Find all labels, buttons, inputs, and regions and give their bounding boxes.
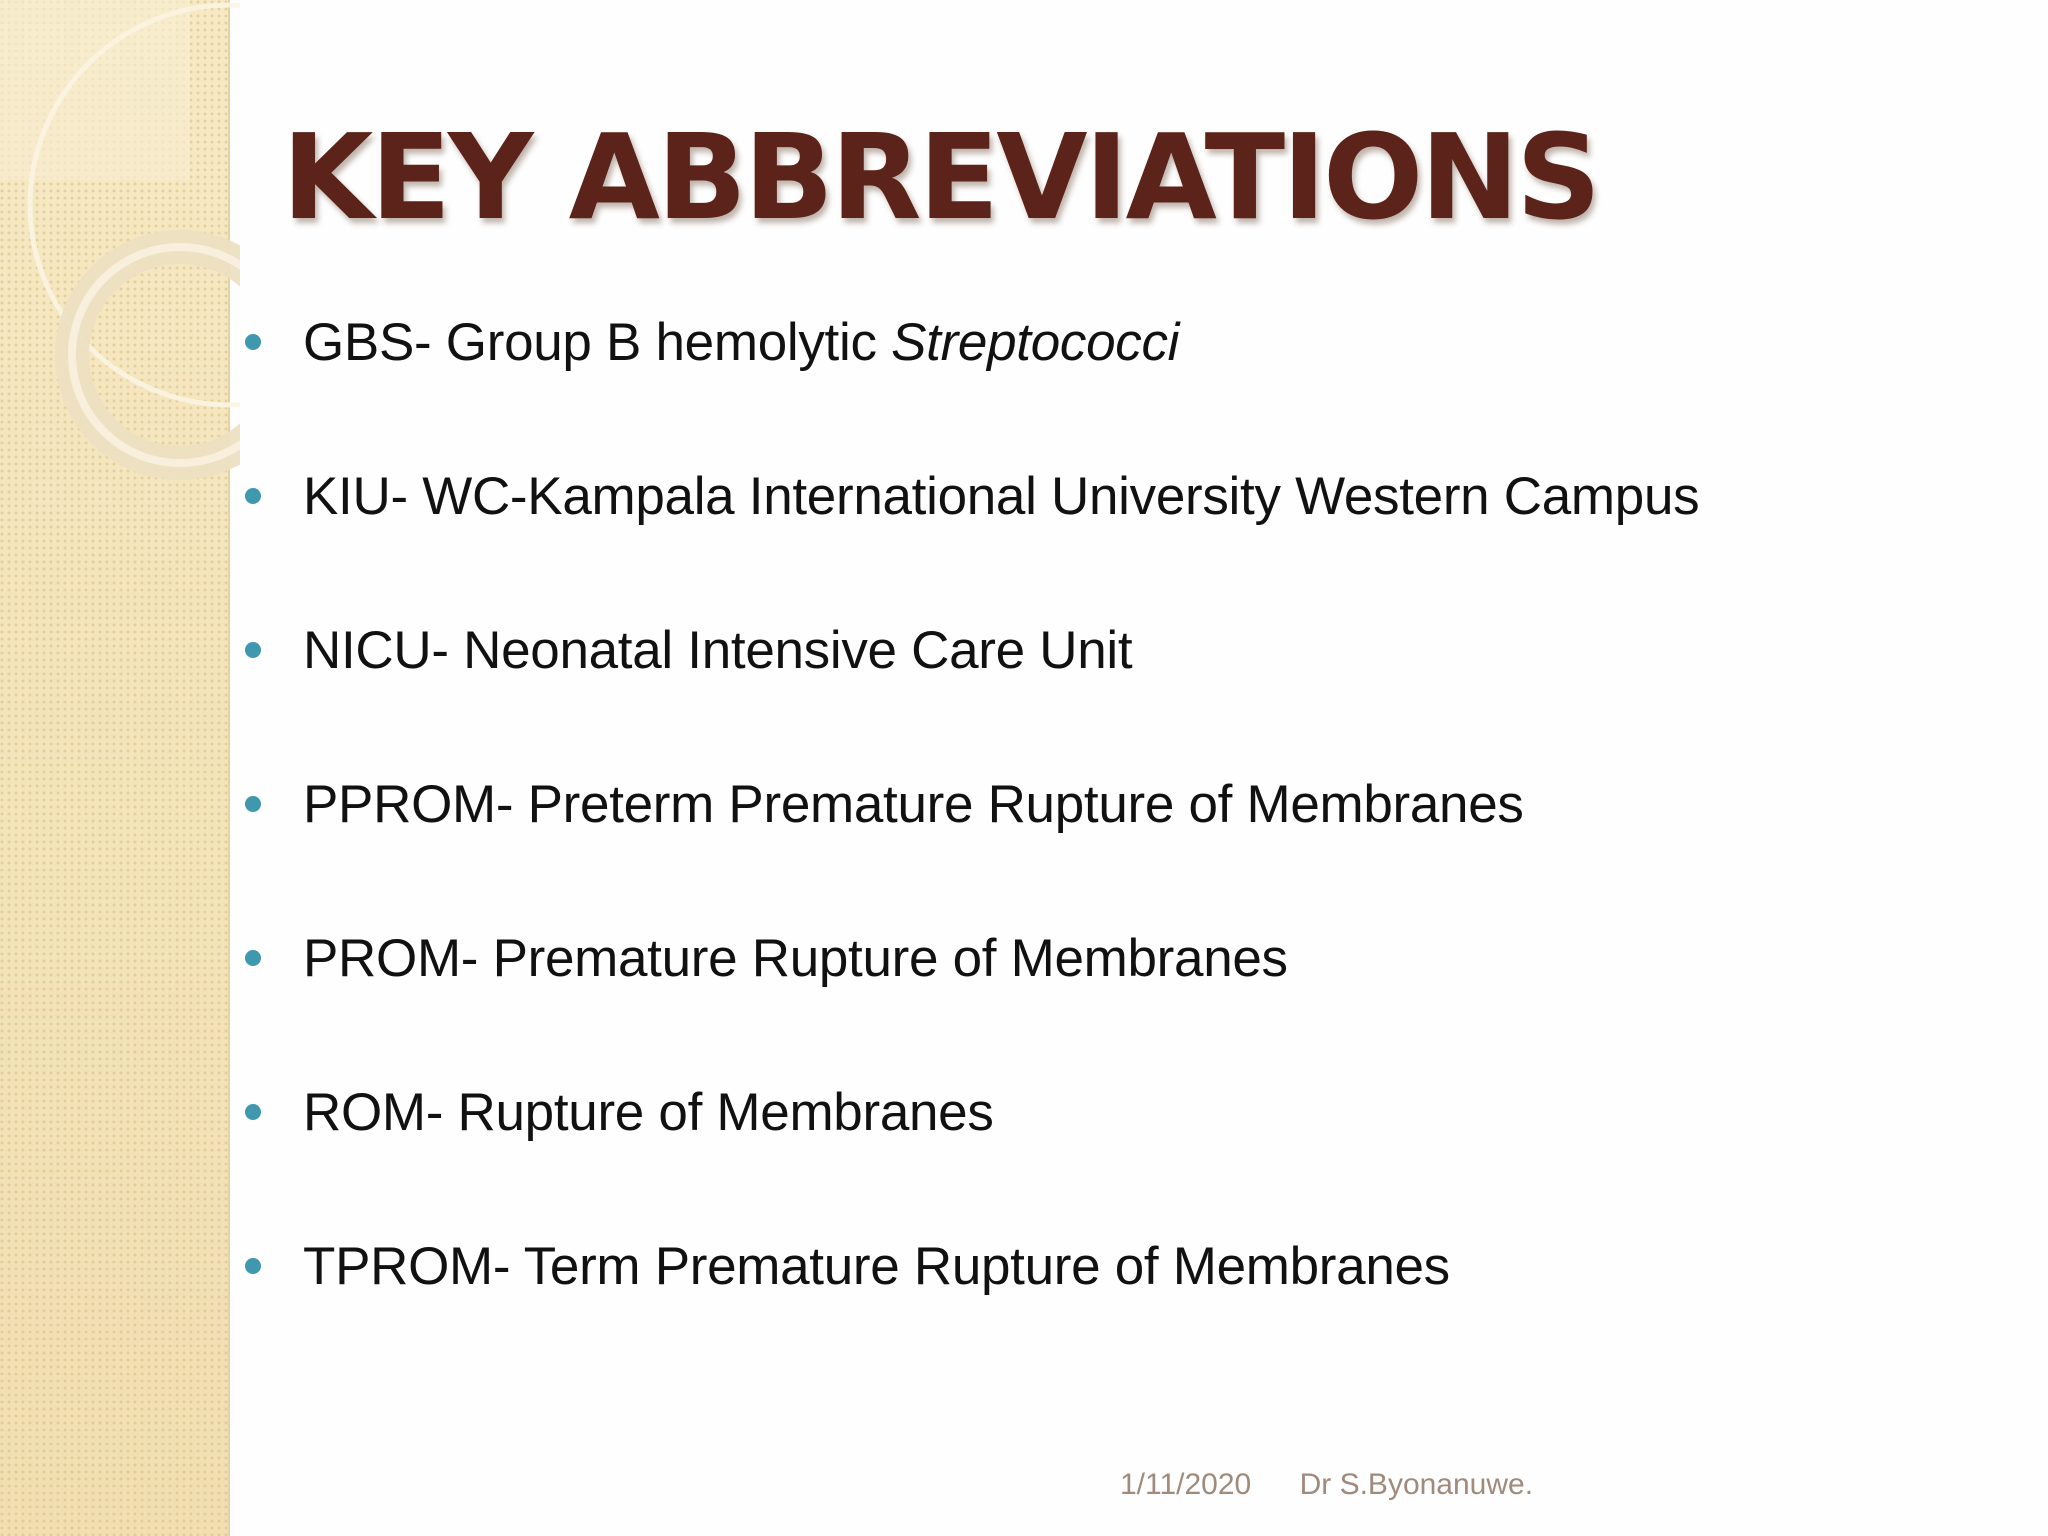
abbreviation-text: TPROM- Term Premature Rupture of Membranes (303, 1236, 1450, 1296)
abbreviation-text: PROM- Premature Rupture of Membranes (303, 928, 1288, 988)
list-item (245, 918, 2005, 998)
abbreviation-text: ROM- Rupture of Membranes (303, 1082, 994, 1142)
bullet-dot-icon (245, 488, 261, 504)
bullet-dot-icon (245, 950, 261, 966)
abbreviation-text: PPROM- Preterm Premature Rupture of Membranes (303, 774, 1524, 834)
list-item (245, 764, 2005, 844)
bullet-dot-icon (245, 1258, 261, 1274)
bullet-dot-icon (245, 642, 261, 658)
decorative-rings (0, 0, 240, 520)
list-item (245, 1226, 2005, 1306)
slide-title: KEY ABBREVIATIONS (282, 108, 1599, 246)
bullet-dot-icon (245, 334, 261, 350)
bullet-dot-icon (245, 796, 261, 812)
footer-date: 1/11/2020 (1120, 1468, 1252, 1501)
footer-author: Dr S.Byonanuwe. (1299, 1468, 1534, 1501)
abbreviation-text: KIU- WC-Kampala International University Western Campus (303, 466, 1700, 526)
list-item (245, 610, 2005, 690)
abbreviation-text: NICU- Neonatal Intensive Care Unit (303, 620, 1133, 680)
bullet-dot-icon (245, 1104, 261, 1120)
list-item (245, 302, 2005, 382)
list-item (245, 456, 2005, 536)
abbreviation-text: GBS- Group B hemolytic Streptococci (303, 312, 1180, 372)
slide-footer (1120, 1468, 1533, 1502)
list-item (245, 1072, 2005, 1152)
